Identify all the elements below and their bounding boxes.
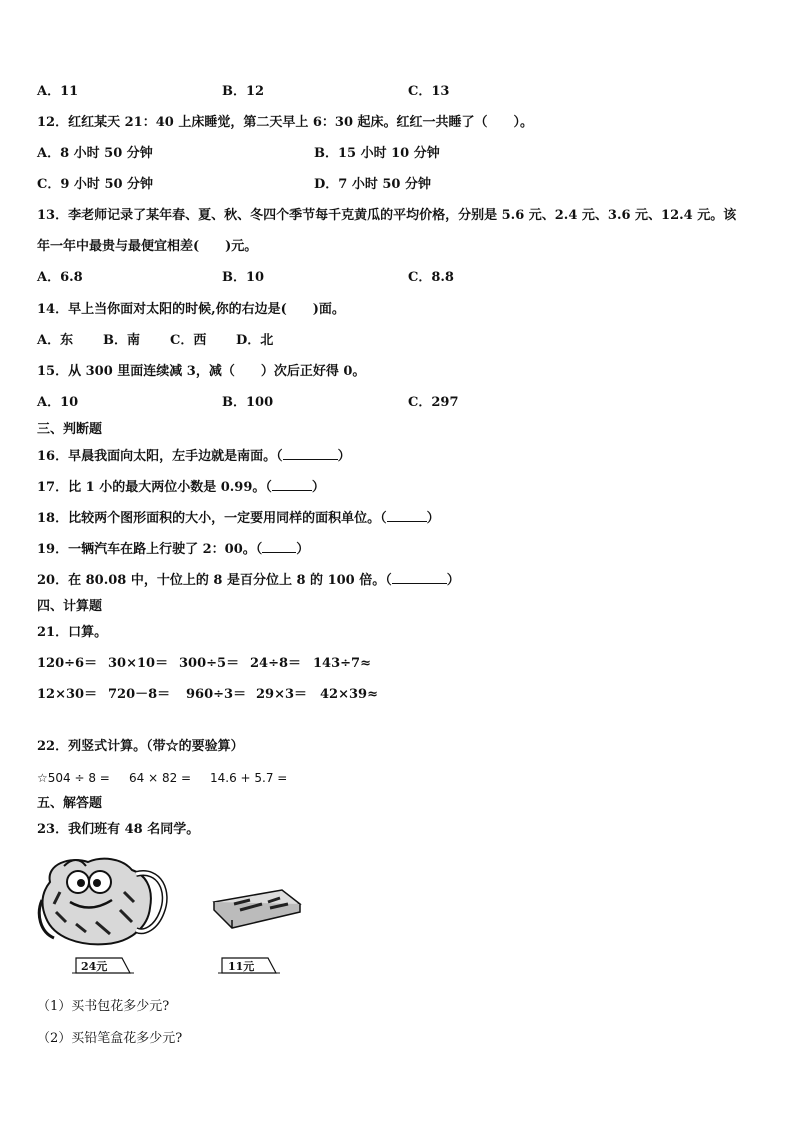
q21-calc: 30×10＝	[108, 656, 169, 671]
q19-close: ）	[296, 542, 310, 557]
q23-text: 23．我们班有 48 名同学。	[37, 822, 200, 837]
q22-item: 64 × 82 =	[129, 771, 192, 785]
q18-close: ）	[426, 511, 440, 526]
q19-answer-blank[interactable]	[262, 540, 296, 553]
q23-sub2: （2）买铅笔盒花多少元?	[37, 1031, 183, 1046]
box-price-label: 11元	[228, 960, 255, 973]
q15-text: 15．从 300 里面连续减 3，减（ ）次后正好得 0。	[37, 364, 366, 379]
q13-text-line1: 13．李老师记录了某年春、夏、秋、冬四个季节每千克黄瓜的平均价格，分别是 5.6 元、2.4 元、3.6 元、12.4 元。该	[37, 208, 737, 223]
q12-option-a: A．8 小时 50 分钟	[37, 146, 153, 161]
q15-option-b: B．100	[222, 395, 274, 410]
q21-calc: 143÷7≈	[313, 656, 371, 671]
q18-answer-blank[interactable]	[387, 509, 427, 522]
q21-calc: 29×3＝	[256, 687, 308, 702]
pencil-box-icon	[210, 886, 302, 934]
q19-statement	[37, 540, 309, 559]
q22-text: 22．列竖式计算。（带☆的要验算）	[37, 739, 244, 754]
q20-text: 20．在 80.08 中，十位上的 8 是百分位上 8 的 100 倍。（	[37, 573, 392, 588]
section-4-title: 四、计算题	[37, 599, 103, 614]
q21-calc: 960÷3＝	[186, 687, 247, 702]
q21-calc: 24÷8＝	[250, 656, 302, 671]
q18-text: 18．比较两个图形面积的大小，一定要用同样的面积单位。（	[37, 511, 387, 526]
q12-text: 12．红红某天 21：40 上床睡觉，第二天早上 6：30 起床。红红一共睡了（ ）。	[37, 115, 534, 130]
q21-calc: 120÷6＝	[37, 656, 98, 671]
section-3-title: 三、判断题	[37, 422, 103, 437]
backpack-icon	[36, 852, 170, 948]
q17-text: 17．比 1 小的最大两位小数是 0.99。（	[37, 480, 272, 495]
q20-answer-blank[interactable]	[392, 571, 447, 584]
q21-calc: 720－8＝	[108, 687, 171, 702]
q21-calc: 300÷5＝	[179, 656, 240, 671]
q12-option-c: C．9 小时 50 分钟	[37, 177, 154, 192]
q13-option-b: B．10	[222, 270, 265, 285]
q14-text: 14．早上当你面对太阳的时候,你的右边是( )面。	[37, 302, 345, 317]
q21-text: 21．口算。	[37, 625, 108, 640]
q16-statement	[37, 447, 351, 466]
q14-option-d: D．北	[236, 333, 274, 348]
q14-option-b: B．南	[103, 333, 140, 348]
q11-option-b: B．12	[222, 84, 265, 99]
q14-option-a: A．东	[37, 333, 74, 348]
q11-option-a: A．11	[37, 84, 79, 99]
q15-option-c: C．297	[408, 395, 459, 410]
q15-option-a: A．10	[37, 395, 79, 410]
q12-option-d: D．7 小时 50 分钟	[314, 177, 431, 192]
q22-item: 14.6 + 5.7 =	[210, 771, 288, 785]
q20-close: ）	[446, 573, 460, 588]
q13-option-a: A．6.8	[37, 270, 83, 285]
q17-answer-blank[interactable]	[272, 478, 312, 491]
q13-text-line2: 年一年中最贵与最便宜相差( )元。	[37, 239, 258, 254]
section-5-title: 五、解答题	[37, 796, 103, 811]
q21-calc: 12×30＝	[37, 687, 98, 702]
q16-text: 16．早晨我面向太阳，左手边就是南面。（	[37, 449, 283, 464]
q16-answer-blank[interactable]	[283, 447, 338, 460]
q23-sub1: （1）买书包花多少元?	[37, 999, 170, 1014]
q11-option-c: C．13	[408, 84, 450, 99]
q19-text: 19．一辆汽车在路上行驶了 2：00。（	[37, 542, 263, 557]
q20-statement	[37, 571, 460, 590]
q21-calc: 42×39≈	[320, 687, 378, 702]
q18-statement	[37, 509, 440, 528]
bag-price-label: 24元	[81, 960, 108, 973]
q13-option-c: C．8.8	[408, 270, 454, 285]
q12-option-b: B．15 小时 10 分钟	[314, 146, 440, 161]
q17-statement	[37, 478, 325, 497]
q22-item: ☆504 ÷ 8 =	[37, 771, 110, 785]
q17-close: ）	[311, 480, 325, 495]
q16-close: ）	[337, 449, 351, 464]
q14-option-c: C．西	[170, 333, 207, 348]
